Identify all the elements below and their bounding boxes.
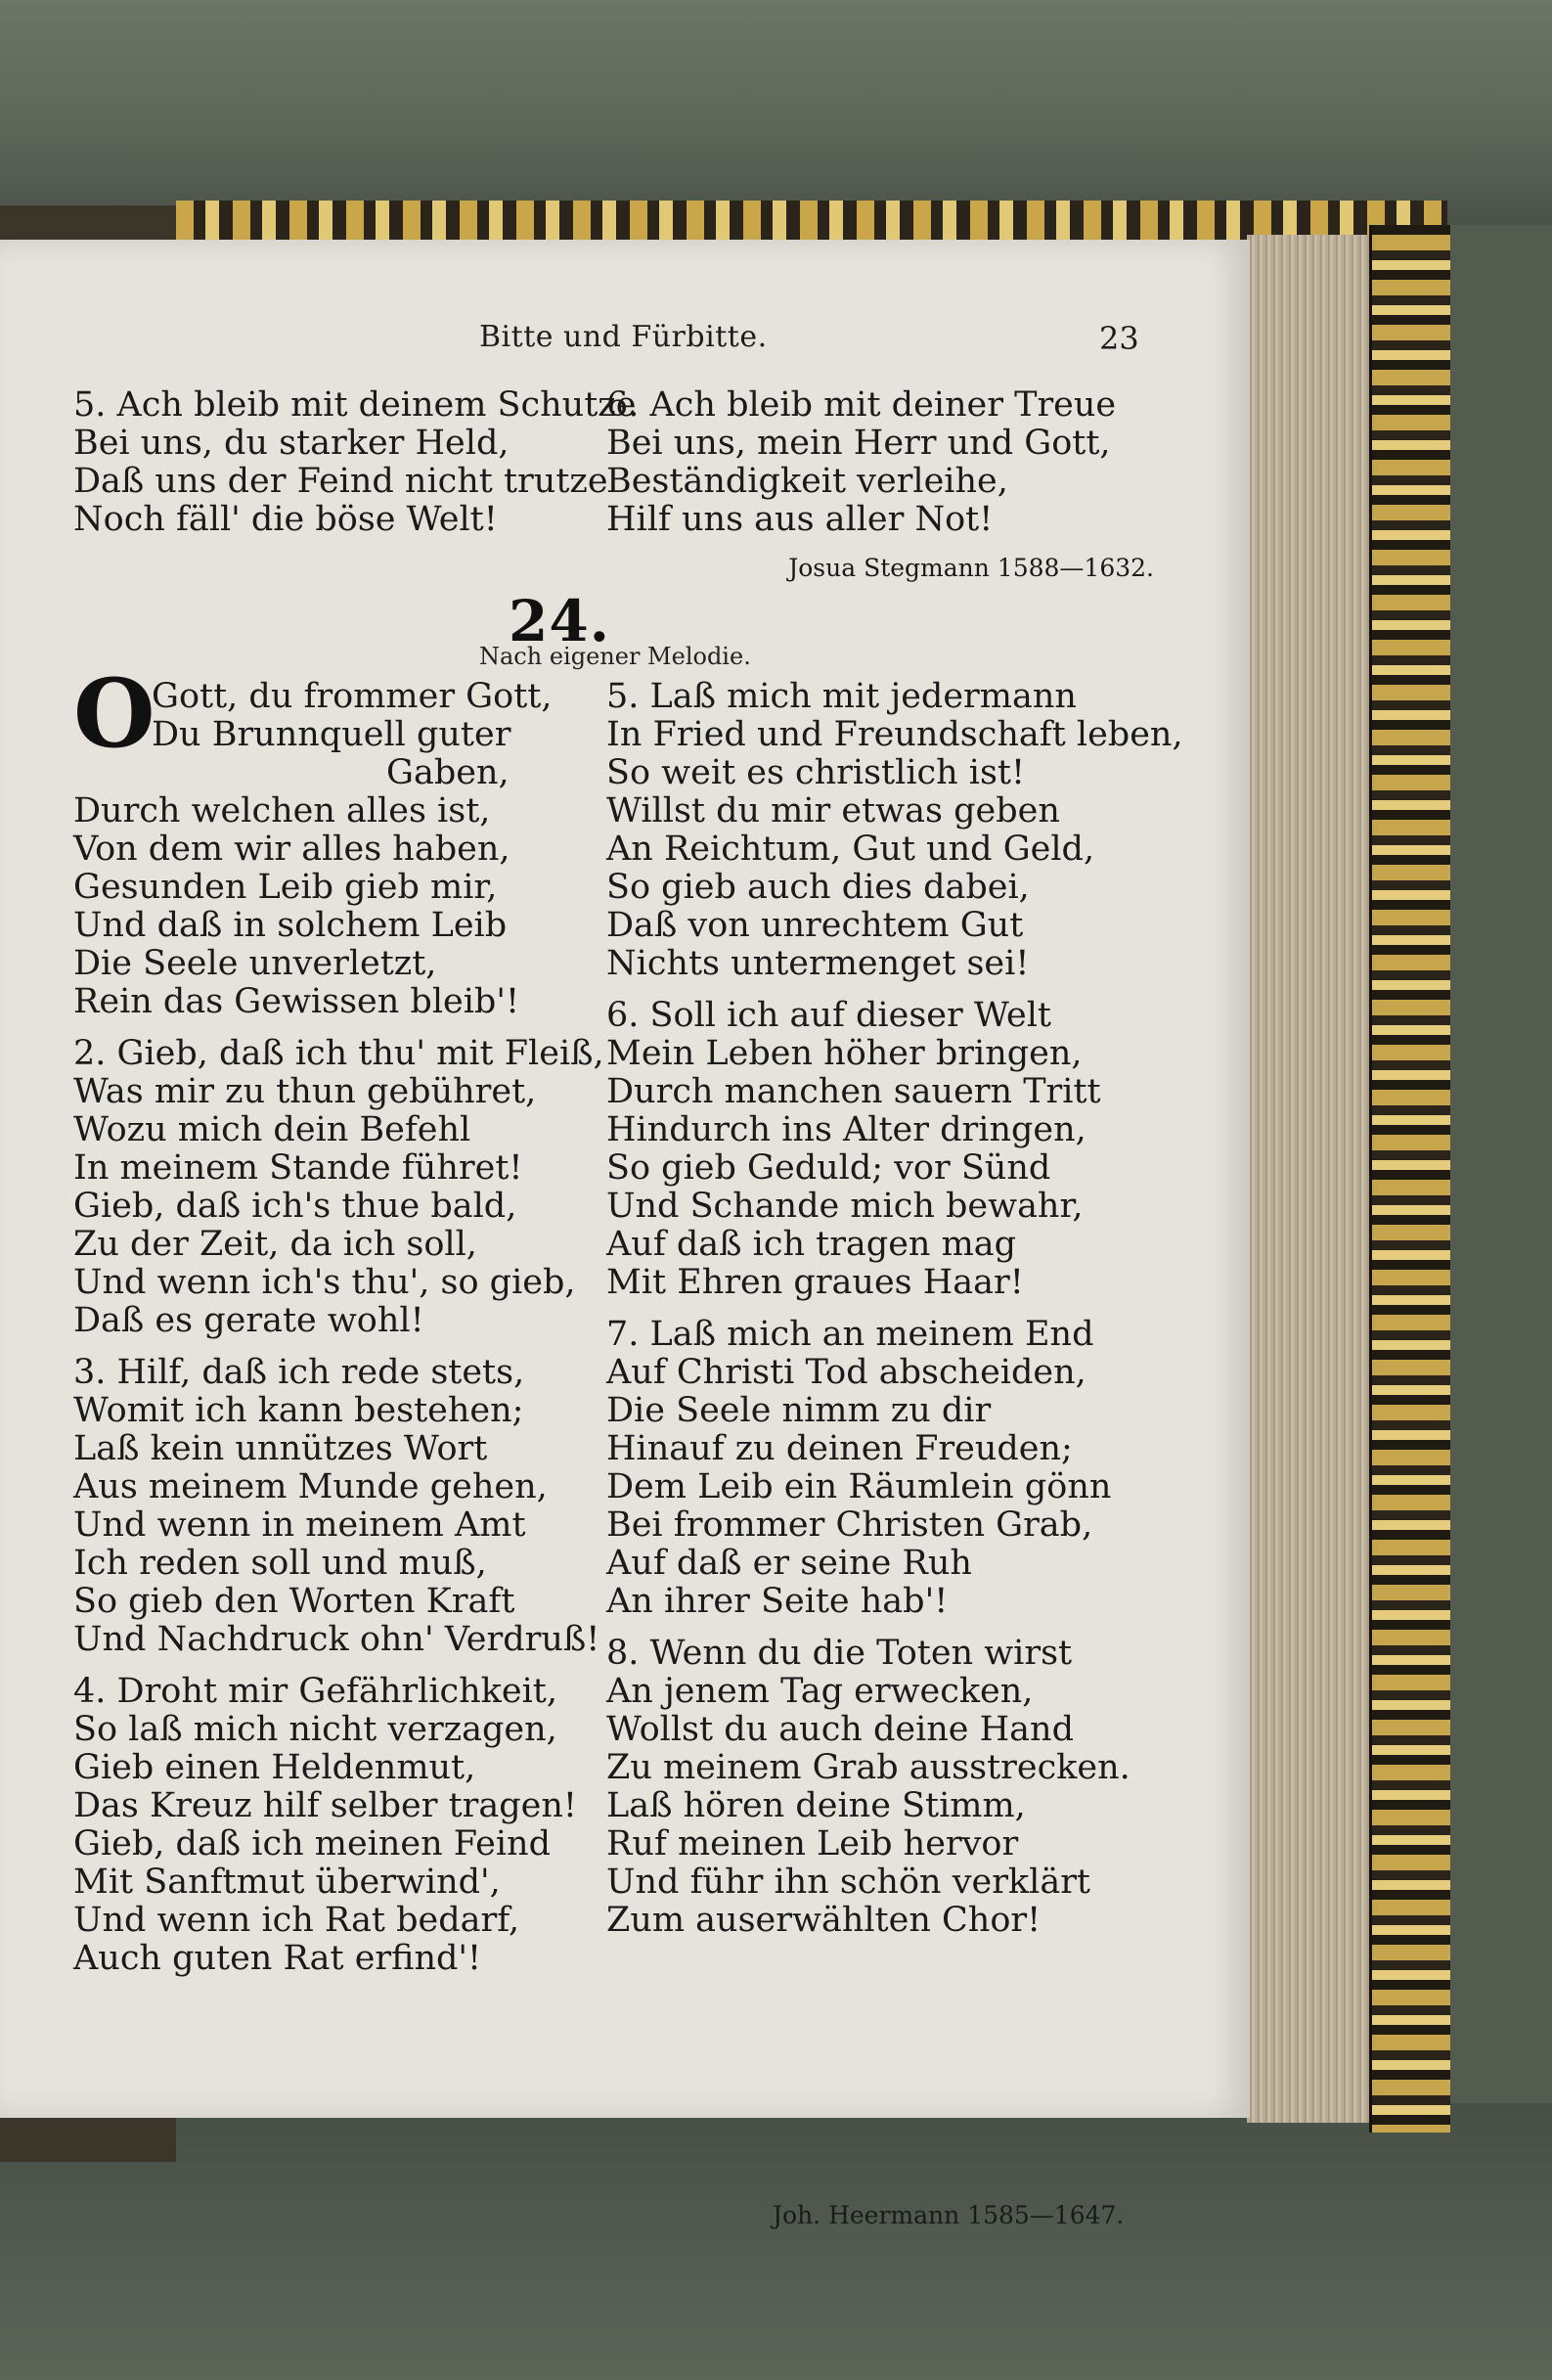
author-credit: Josua Stegmann 1588—1632. — [788, 554, 1154, 582]
verse-line: Auf daß er seine Ruh — [606, 1544, 972, 1583]
melody-note: Nach eigener Melodie. — [479, 643, 751, 670]
verse-line: An Reichtum, Gut und Geld, — [606, 830, 1095, 869]
verse-line: Auf Christi Tod abscheiden, — [606, 1353, 1086, 1392]
verse-line: Zu der Zeit, da ich soll, — [73, 1225, 477, 1264]
verse-line: Laß kein unnützes Wort — [73, 1429, 488, 1468]
verse-line: Bei uns, du starker Held, — [73, 424, 510, 463]
verse-line: In Fried und Freundschaft leben, — [606, 715, 1183, 754]
verse-line: Gesunden Leib gieb mir, — [73, 868, 498, 907]
hymn-right-column — [606, 677, 1183, 1953]
verse-line: 5. Ach bleib mit deinem Schutze — [73, 385, 637, 425]
author-credit: Joh. Heermann 1585—1647. — [773, 2201, 1125, 2229]
verse-line: Gaben, — [386, 753, 510, 792]
stanza-5 — [606, 677, 1183, 983]
verse-line: Mein Leben höher bringen, — [606, 1034, 1083, 1073]
verse-line: Womit ich kann bestehen; — [73, 1391, 524, 1430]
verse-line: Daß uns der Feind nicht trutze — [73, 462, 608, 501]
verse-line: So gieb auch dies dabei, — [606, 868, 1030, 907]
verse-line: Du Brunnquell guter — [152, 715, 511, 754]
verse-line: Auch guten Rat erfind'! — [73, 1939, 482, 1978]
backdrop-bottom — [0, 2103, 1552, 2380]
verse-line: Gieb, daß ich's thue bald, — [73, 1187, 517, 1226]
verse-line: Willst du mir etwas geben — [606, 791, 1060, 831]
verse-line: Auf daß ich tragen mag — [606, 1225, 1017, 1264]
running-title: Bitte und Fürbitte. — [479, 320, 768, 354]
verse-line: Die Seele nimm zu dir — [606, 1391, 992, 1430]
verse-line: Gott, du frommer Gott, — [152, 677, 553, 716]
verse-line: Bei frommer Christen Grab, — [606, 1505, 1093, 1545]
top-left-stanza — [73, 385, 637, 539]
verse-line: An jenem Tag erwecken, — [606, 1672, 1034, 1711]
verse-line: Und führ ihn schön verklärt — [606, 1863, 1090, 1902]
verse-line: Ich reden soll und muß, — [73, 1544, 487, 1583]
verse-line: Und daß in solchem Leib — [73, 906, 508, 945]
verse-line: Die Seele unverletzt, — [73, 944, 437, 983]
verse-line: Und Nachdruck ohn' Verdruß! — [73, 1620, 600, 1659]
verse-line: Mit Sanftmut überwind', — [73, 1863, 501, 1902]
verse-line: Zum auserwählten Chor! — [606, 1901, 1042, 1940]
verse-line: Und wenn ich Rat bedarf, — [73, 1901, 520, 1940]
stanza-7 — [606, 1316, 1154, 1621]
stanza-3 — [73, 1353, 600, 1659]
verse-line: Zu meinem Grab ausstrecken. — [606, 1748, 1131, 1787]
verse-line: So weit es christlich ist! — [606, 753, 1026, 792]
verse-line: Und wenn ich's thu', so gieb, — [73, 1263, 576, 1302]
verse-line: Gieb einen Heldenmut, — [73, 1748, 476, 1787]
verse-line: Dem Leib ein Räumlein gönn — [606, 1467, 1112, 1506]
verse-line: Was mir zu thun gebühret, — [73, 1072, 537, 1111]
verse-line: 8. Wenn du die Toten wirst — [606, 1634, 1073, 1673]
verse-line: 6. Ach bleib mit deiner Treue — [606, 385, 1117, 425]
stanza-4 — [73, 1673, 592, 1978]
verse-line: Und wenn in meinem Amt — [73, 1505, 526, 1545]
verse-line: 5. Laß mich mit jedermann — [606, 677, 1077, 716]
verse-line: So gieb Geduld; vor Sünd — [606, 1148, 1051, 1188]
verse-line: 3. Hilf, daß ich rede stets, — [73, 1353, 525, 1392]
verse-line: Daß es gerate wohl! — [73, 1301, 424, 1340]
hymn-left-column — [73, 677, 604, 1992]
verse-line: An ihrer Seite hab'! — [606, 1582, 949, 1621]
gilded-page-edge — [1369, 225, 1450, 2133]
drop-cap: O — [73, 658, 155, 769]
verse-line: Das Kreuz hilf selber tragen! — [73, 1786, 577, 1825]
stanza-1 — [73, 678, 592, 1021]
verse-line: Laß hören deine Stimm, — [606, 1786, 1026, 1825]
verse-line: 2. Gieb, daß ich thu' mit Fleiß, — [73, 1034, 604, 1073]
page-header — [0, 320, 1250, 369]
verse-line: So gieb den Worten Kraft — [73, 1582, 515, 1621]
verse-line: Nichts untermenget sei! — [606, 944, 1030, 983]
verse-line: So laß mich nicht verzagen, — [73, 1710, 557, 1749]
verse-line: Hindurch ins Alter dringen, — [606, 1110, 1086, 1149]
verse-line: Durch welchen alles ist, — [73, 791, 491, 831]
book-page — [0, 240, 1250, 2229]
verse-line: Beständigkeit verleihe, — [606, 462, 1008, 501]
verse-line: Ruf meinen Leib hervor — [606, 1824, 1019, 1864]
verse-line: Hilf uns aus aller Not! — [606, 500, 994, 539]
verse-line: Aus meinem Munde gehen, — [73, 1467, 548, 1506]
verse-line: Gieb, daß ich meinen Feind — [73, 1824, 552, 1864]
verse-line: Durch manchen sauern Tritt — [606, 1072, 1101, 1111]
verse-line: Bei uns, mein Herr und Gott, — [606, 424, 1111, 463]
verse-line: Rein das Gewissen bleib'! — [73, 982, 520, 1021]
page-number: 23 — [1099, 320, 1139, 357]
verse-line: Daß von unrechtem Gut — [606, 906, 1024, 945]
page-block-edge — [1247, 235, 1369, 2123]
verse-line: 4. Droht mir Gefährlichkeit, — [73, 1672, 557, 1711]
verse-line: Und Schande mich bewahr, — [606, 1187, 1084, 1226]
verse-line: 7. Laß mich an meinem End — [606, 1315, 1094, 1354]
verse-line: Von dem wir alles haben, — [73, 830, 510, 869]
top-right-stanza — [606, 386, 1154, 587]
stanza-6 — [606, 997, 1154, 1302]
verse-line: 6. Soll ich auf dieser Welt — [606, 996, 1051, 1035]
verse-line: Mit Ehren graues Haar! — [606, 1263, 1024, 1302]
verse-line: Wollst du auch deine Hand — [606, 1710, 1074, 1749]
verse-line: Wozu mich dein Befehl — [73, 1110, 471, 1149]
verse-line: In meinem Stande führet! — [73, 1148, 523, 1188]
stanza-8 — [606, 1635, 1154, 1940]
verse-line: Noch fäll' die böse Welt! — [73, 500, 498, 539]
stanza-2 — [73, 1034, 604, 1340]
verse-line: Hinauf zu deinen Freuden; — [606, 1429, 1073, 1468]
hymn-number: 24. — [509, 588, 610, 654]
backdrop-top — [0, 0, 1552, 225]
